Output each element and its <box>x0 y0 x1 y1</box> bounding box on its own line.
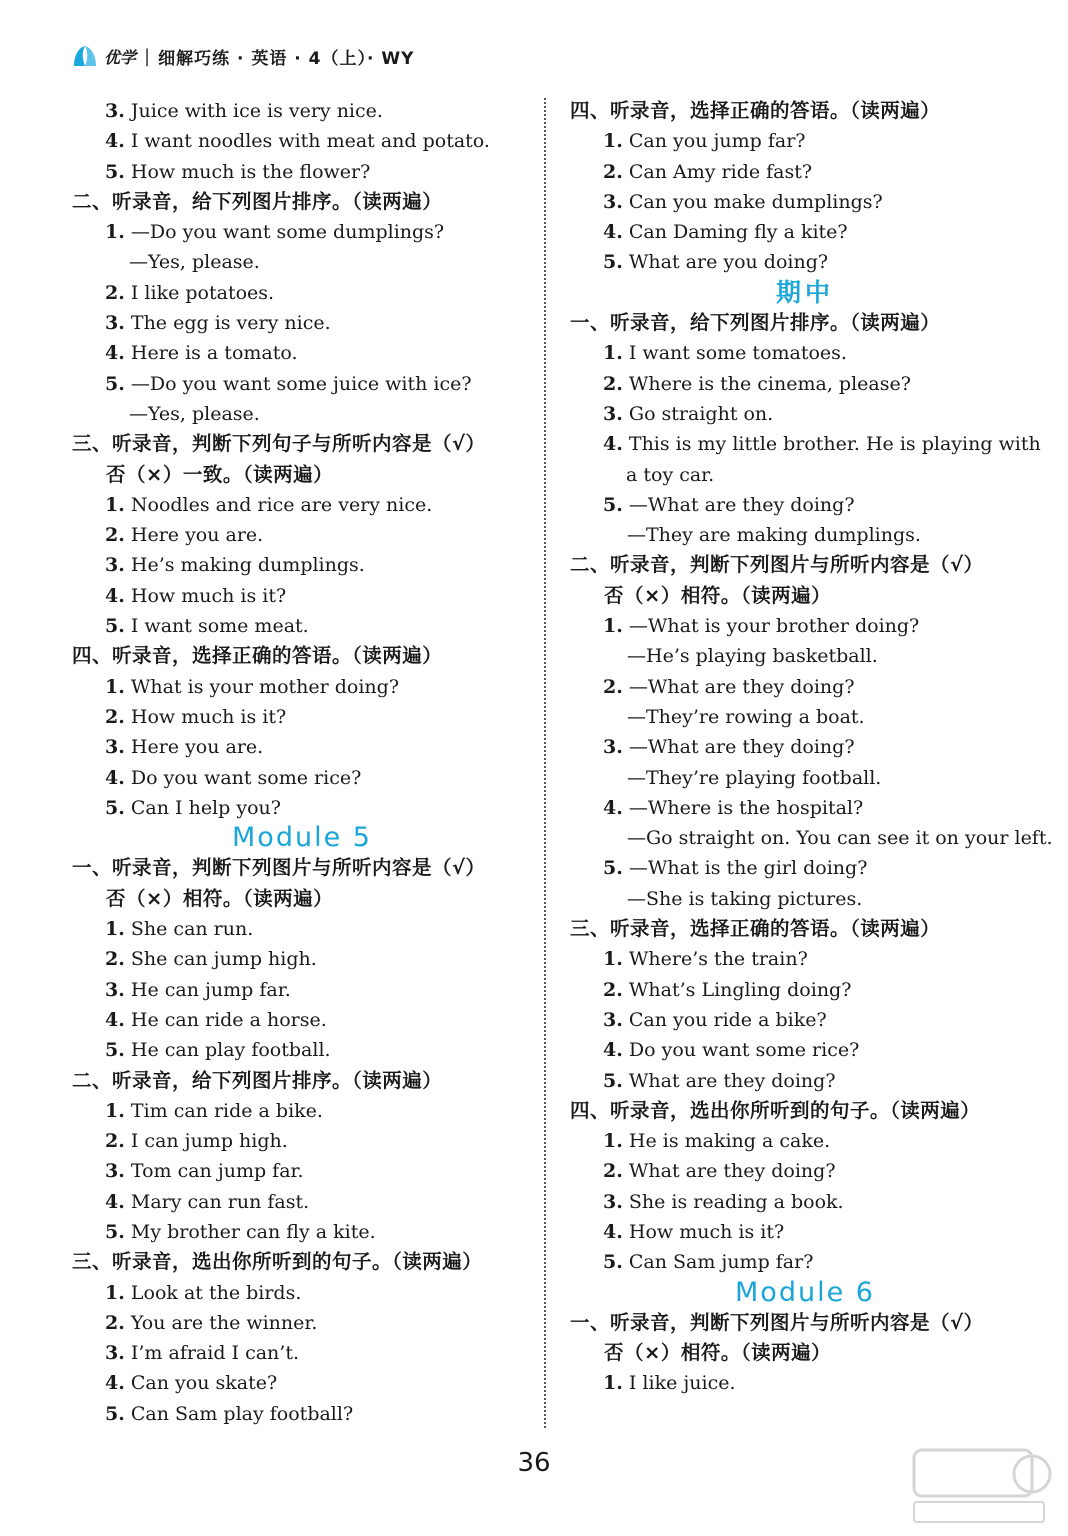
question-continuation: a toy car. <box>626 463 715 486</box>
question-text: Do you want some rice? <box>130 766 362 789</box>
question-text: I like potatoes. <box>130 281 275 304</box>
question-line <box>72 763 532 793</box>
section-heading-continued: 否（×）一致。（读两遍） <box>106 462 334 486</box>
question-text: He can ride a horse. <box>130 1008 327 1031</box>
question-number: 4. <box>105 1008 125 1031</box>
question-line <box>72 702 532 732</box>
section-heading-continued: 否（×）相符。（读两遍） <box>604 1341 832 1365</box>
question-number: 3. <box>105 1160 125 1183</box>
question-line <box>72 278 532 308</box>
question-number: 1. <box>603 342 623 365</box>
question-line <box>72 1035 532 1065</box>
leaf-logo-icon <box>72 44 98 68</box>
midterm-title: 期中 <box>775 277 834 307</box>
question-number: 3. <box>603 1008 623 1031</box>
question-number: 5. <box>603 1251 623 1274</box>
question-text: This is my little brother. He is playing with <box>628 433 1041 456</box>
question-text: I want noodles with meat and potato. <box>130 130 490 153</box>
question-line <box>72 1096 532 1126</box>
question-line <box>570 187 1040 217</box>
question-line <box>72 338 532 368</box>
question-text: Can Daming fly a kite? <box>628 221 848 244</box>
question-number: 4. <box>603 221 623 244</box>
section-heading: 二、听录音，判断下列图片与所听内容是（√） <box>570 553 984 577</box>
question-number: 5. <box>105 372 125 395</box>
question-text: Tim can ride a bike. <box>130 1099 323 1122</box>
question-line <box>570 1005 1040 1035</box>
question-text: How much is the flower? <box>130 160 371 183</box>
question-number: 1. <box>105 221 125 244</box>
question-text: Do you want some rice? <box>628 1039 860 1062</box>
question-number: 4. <box>603 433 623 456</box>
question-line <box>570 1187 1040 1217</box>
section-heading: 四、听录音，选择正确的答语。（读两遍） <box>72 644 443 668</box>
question-number: 5. <box>603 251 623 274</box>
question-number: 2. <box>105 705 125 728</box>
section-heading: 三、听录音，选择正确的答语。（读两遍） <box>570 917 941 941</box>
question-text: Can you skate? <box>130 1372 278 1395</box>
question-line <box>72 793 532 823</box>
book-title: 细解巧练 · 英语 · 4（上）· WY <box>158 48 415 69</box>
question-line <box>570 975 1040 1005</box>
question-line <box>72 1368 532 1398</box>
question-text: —Do you want some juice with ice? <box>130 372 472 395</box>
question-text: Juice with ice is very nice. <box>130 100 383 122</box>
question-text: She can jump high. <box>130 948 317 971</box>
question-text: What are they doing? <box>628 1069 836 1092</box>
section-heading: 一、听录音，判断下列图片与所听内容是（√） <box>570 1310 984 1334</box>
question-line <box>570 247 1040 277</box>
dialogue-reply: —He’s playing basketball. <box>627 645 878 668</box>
question-text: I can jump high. <box>130 1130 288 1153</box>
question-line <box>570 672 1040 702</box>
question-line <box>72 217 532 247</box>
section-heading: 四、听录音，选择正确的答语。（读两遍） <box>570 99 941 122</box>
question-number: 1. <box>603 615 623 638</box>
question-number: 5. <box>105 615 125 638</box>
question-text: Can Sam jump far? <box>628 1251 814 1274</box>
right-column <box>570 96 1053 1399</box>
question-number: 4. <box>603 1039 623 1062</box>
question-number: 3. <box>603 190 623 213</box>
column-divider <box>544 98 546 1428</box>
question-text: Can you jump far? <box>628 130 806 153</box>
question-text: I want some tomatoes. <box>628 342 847 365</box>
question-line <box>72 520 532 550</box>
question-number: 2. <box>105 1130 125 1153</box>
question-line <box>570 429 1040 459</box>
question-number: 5. <box>603 493 623 516</box>
question-number: 5. <box>603 857 623 880</box>
question-text: The egg is very nice. <box>130 312 331 335</box>
question-number: 4. <box>603 796 623 819</box>
question-text: Can I help you? <box>130 796 281 819</box>
question-text: What are they doing? <box>628 1160 836 1183</box>
question-number: 4. <box>105 342 125 365</box>
question-line <box>570 1156 1040 1186</box>
question-line <box>72 1399 532 1429</box>
question-line <box>72 975 532 1005</box>
question-text: —What is the girl doing? <box>628 857 868 880</box>
question-text: Look at the birds. <box>130 1281 302 1304</box>
question-number: 4. <box>105 1372 125 1395</box>
question-line <box>570 1126 1040 1156</box>
brand-logo <box>72 44 136 68</box>
question-number: 2. <box>603 1160 623 1183</box>
question-text: How much is it? <box>628 1220 785 1243</box>
question-line <box>570 1035 1040 1065</box>
question-number: 5. <box>105 1402 125 1425</box>
question-line <box>72 1217 532 1247</box>
question-text: Tom can jump far. <box>130 1160 304 1183</box>
question-line <box>570 338 1040 368</box>
question-line <box>72 157 532 187</box>
question-text: He is making a cake. <box>628 1130 831 1153</box>
question-line <box>72 96 532 126</box>
question-line <box>72 126 532 156</box>
question-text: You are the winner. <box>130 1311 318 1334</box>
watermark-stamp-icon <box>904 1444 1054 1528</box>
page-number: 36 <box>517 1448 551 1478</box>
question-text: —What are they doing? <box>628 736 855 759</box>
question-text: Can you make dumplings? <box>628 190 883 213</box>
question-number: 1. <box>105 493 125 516</box>
section-heading: 三、听录音，选出你所听到的句子。（读两遍） <box>72 1250 483 1274</box>
question-line <box>570 399 1040 429</box>
question-number: 2. <box>105 1311 125 1334</box>
question-number: 3. <box>603 402 623 425</box>
question-number: 2. <box>603 675 623 698</box>
question-line <box>72 369 532 399</box>
question-number: 2. <box>603 978 623 1001</box>
dialogue-reply: —They’re rowing a boat. <box>627 705 865 728</box>
question-text: Can Amy ride fast? <box>628 160 813 183</box>
question-text: I’m afraid I can’t. <box>130 1342 300 1365</box>
section-heading: 一、听录音，给下列图片排序。（读两遍） <box>570 311 941 335</box>
question-text: —What are they doing? <box>628 493 855 516</box>
question-number: 1. <box>603 948 623 971</box>
question-line <box>72 550 532 580</box>
question-number: 3. <box>105 312 125 335</box>
question-number: 1. <box>105 675 125 698</box>
question-line <box>570 793 1040 823</box>
header-separator: | <box>144 45 151 67</box>
dialogue-reply: —They’re playing football. <box>627 766 882 789</box>
question-text: I want some meat. <box>130 615 309 638</box>
question-line <box>72 611 532 641</box>
question-line <box>570 157 1040 187</box>
module-title: Module 6 <box>735 1276 875 1308</box>
dialogue-reply: —Yes, please. <box>129 402 260 425</box>
question-text: Here you are. <box>130 736 264 759</box>
question-text: Can you ride a bike? <box>628 1008 827 1031</box>
question-text: Noodles and rice are very nice. <box>130 493 433 516</box>
question-text: I like juice. <box>628 1372 736 1395</box>
section-heading: 二、听录音，给下列图片排序。（读两遍） <box>72 1068 443 1092</box>
question-text: —What is your brother doing? <box>628 615 920 638</box>
section-heading: 三、听录音，判断下列句子与所听内容是（√） <box>72 432 486 456</box>
question-number: 4. <box>105 766 125 789</box>
question-line <box>570 611 1040 641</box>
section-heading-continued: 否（×）相符。（读两遍） <box>604 583 832 607</box>
module-title: Module 5 <box>232 822 372 854</box>
question-text: —Do you want some dumplings? <box>130 221 445 244</box>
section-heading: 二、听录音，给下列图片排序。（读两遍） <box>72 189 443 213</box>
question-line <box>570 217 1040 247</box>
question-text: He’s making dumplings. <box>130 554 365 577</box>
question-line <box>72 308 532 338</box>
section-heading-continued: 否（×）相符。（读两遍） <box>106 886 334 910</box>
question-line <box>72 914 532 944</box>
question-text: How much is it? <box>130 705 287 728</box>
question-number: 1. <box>603 1130 623 1153</box>
question-number: 3. <box>105 736 125 759</box>
question-number: 5. <box>105 796 125 819</box>
brand-name: 优学 <box>104 47 137 67</box>
question-line <box>570 1368 1040 1398</box>
question-number: 5. <box>105 160 125 183</box>
question-line <box>72 1308 532 1338</box>
question-number: 4. <box>105 584 125 607</box>
question-line <box>570 369 1040 399</box>
dialogue-reply: —Go straight on. You can see it on your left. <box>627 827 1053 850</box>
question-text: How much is it? <box>130 584 287 607</box>
dialogue-reply: —They are making dumplings. <box>627 524 921 547</box>
question-text: Where is the cinema, please? <box>628 372 911 395</box>
question-text: What is your mother doing? <box>130 675 400 698</box>
question-line <box>72 1005 532 1035</box>
question-line <box>72 1156 532 1186</box>
question-number: 2. <box>105 281 125 304</box>
question-number: 1. <box>603 1372 623 1395</box>
section-heading: 一、听录音，判断下列图片与所听内容是（√） <box>72 856 486 880</box>
question-number: 2. <box>105 524 125 547</box>
question-line <box>570 944 1040 974</box>
question-text: Where’s the train? <box>628 948 808 971</box>
question-text: What are you doing? <box>628 251 829 274</box>
question-number: 3. <box>603 1190 623 1213</box>
question-number: 3. <box>105 1342 125 1365</box>
question-text: —Where is the hospital? <box>628 796 864 819</box>
question-text: Go straight on. <box>628 402 774 425</box>
question-number: 2. <box>105 948 125 971</box>
question-line <box>72 490 532 520</box>
question-number: 2. <box>603 372 623 395</box>
question-number: 5. <box>105 1220 125 1243</box>
question-line <box>72 1338 532 1368</box>
question-line <box>72 732 532 762</box>
question-number: 1. <box>603 130 623 153</box>
question-text: She is reading a book. <box>628 1190 844 1213</box>
question-line <box>72 1187 532 1217</box>
question-number: 1. <box>105 1099 125 1122</box>
question-number: 4. <box>105 1190 125 1213</box>
question-line <box>570 1217 1040 1247</box>
question-text: What’s Lingling doing? <box>628 978 852 1001</box>
question-text: She can run. <box>130 918 254 941</box>
question-text: Can Sam play football? <box>130 1402 354 1425</box>
question-number: 1. <box>105 1281 125 1304</box>
question-number: 5. <box>105 1039 125 1062</box>
question-line <box>570 1066 1040 1096</box>
question-line <box>570 126 1040 156</box>
question-text: Here is a tomato. <box>130 342 298 365</box>
question-text: He can jump far. <box>130 978 291 1001</box>
question-line <box>570 1247 1040 1277</box>
question-text: Mary can run fast. <box>130 1190 310 1213</box>
left-column <box>72 96 532 1429</box>
question-line <box>570 490 1040 520</box>
section-heading: 四、听录音，选出你所听到的句子。（读两遍） <box>570 1098 981 1122</box>
question-line <box>570 732 1040 762</box>
dialogue-reply: —She is taking pictures. <box>627 887 863 910</box>
question-text: He can play football. <box>130 1039 331 1062</box>
question-number: 3. <box>603 736 623 759</box>
question-text: My brother can fly a kite. <box>130 1220 376 1243</box>
question-number: 1. <box>105 918 125 941</box>
question-number: 4. <box>603 1220 623 1243</box>
question-line <box>72 581 532 611</box>
question-line <box>72 672 532 702</box>
page-header <box>72 36 414 76</box>
question-line <box>72 1126 532 1156</box>
question-number: 3. <box>105 100 125 122</box>
question-number: 2. <box>603 160 623 183</box>
question-number: 3. <box>105 554 125 577</box>
question-number: 4. <box>105 130 125 153</box>
dialogue-reply: —Yes, please. <box>129 251 260 274</box>
question-number: 3. <box>105 978 125 1001</box>
question-text: —What are they doing? <box>628 675 855 698</box>
question-number: 5. <box>603 1069 623 1092</box>
question-line <box>570 853 1040 883</box>
question-line <box>72 1278 532 1308</box>
question-line <box>72 944 532 974</box>
question-text: Here you are. <box>130 524 264 547</box>
